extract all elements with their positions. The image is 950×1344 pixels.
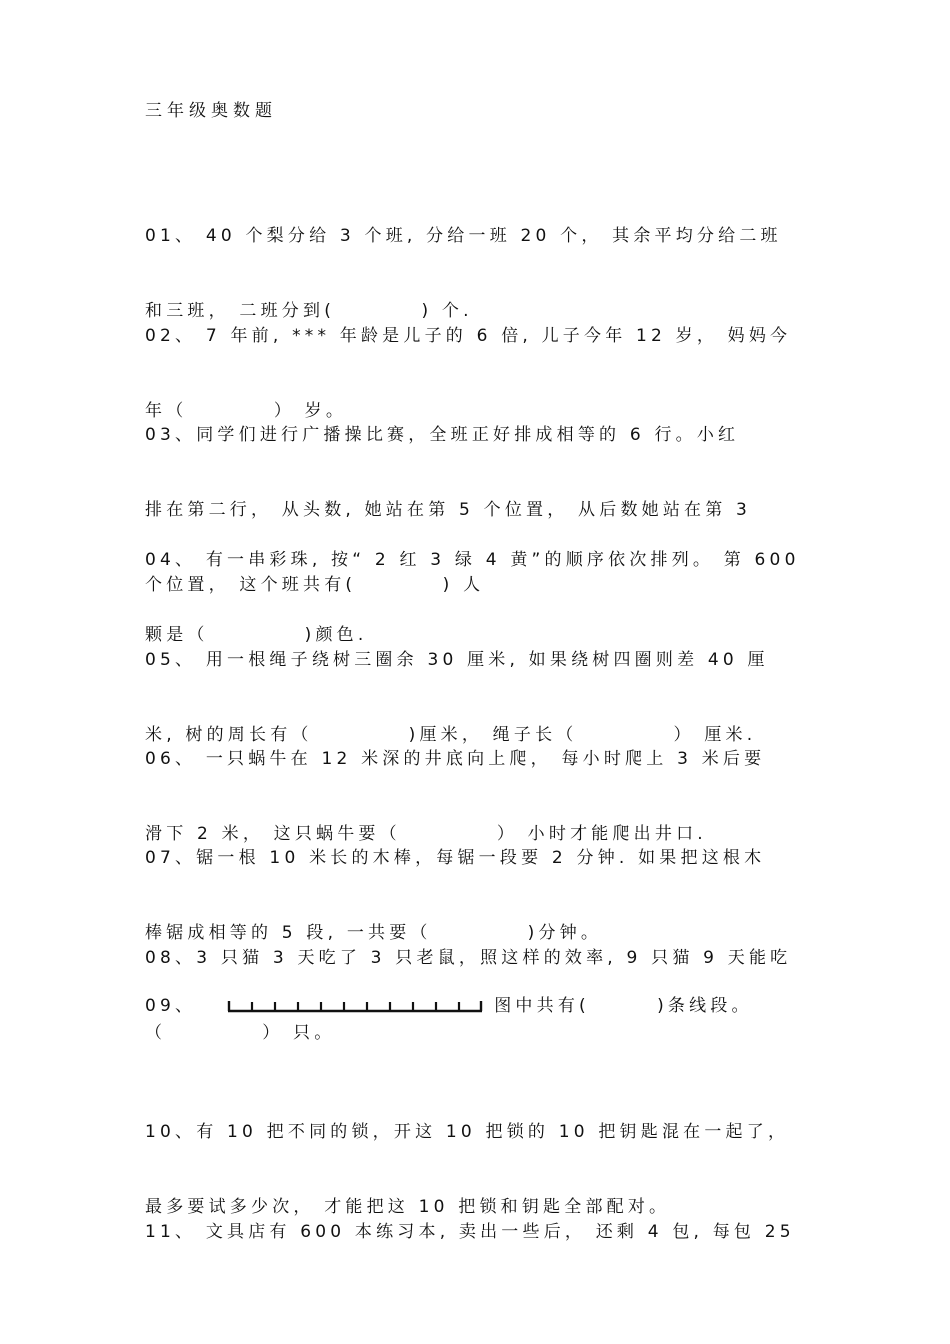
- question-line: 03、同学们进行广播操比赛，全班正好排成相等的 6 行。小红: [145, 425, 740, 445]
- question-text: 图中共有( )条线段。: [494, 996, 753, 1016]
- question-line: 棒锯成相等的 5 段, 一共要（ )分钟。: [145, 923, 603, 943]
- question-line: 颗是（ )颜色.: [145, 625, 368, 645]
- question-line: 08、3 只猫 3 天吃了 3 只老鼠，照这样的效率, 9 只猫 9 天能吃: [145, 948, 792, 968]
- question-line: 02、 7 年前, *** 年龄是儿子的 6 倍, 儿子今年 12 岁， 妈妈今: [145, 326, 792, 346]
- question-line: 滑下 2 米， 这只蜗牛要（ ） 小时才能爬出井口.: [145, 824, 707, 844]
- question-line: 05、 用一根绳子绕树三圈余 30 厘米, 如果绕树四圈则差 40 厘: [145, 650, 769, 670]
- question-line: 米, 树的周长有（ )厘米， 绳子长（ ） 厘米.: [145, 725, 757, 745]
- question-number: 09、: [145, 996, 197, 1016]
- question-line: 07、锯一根 10 米长的木棒，每锯一段要 2 分钟. 如果把这根木: [145, 848, 766, 868]
- question-line: 个位置， 这个班共有( ) 人: [145, 575, 485, 595]
- question-09: [145, 994, 753, 1019]
- question-line: （ ） 只。: [145, 1023, 336, 1043]
- page-title: 三年级奥数题: [145, 101, 277, 121]
- question-line: 04、 有一串彩珠, 按“ 2 红 3 绿 4 黄”的顺序依次排列。 第 600: [145, 550, 800, 570]
- question-line: 06、 一只蜗牛在 12 米深的井底向上爬， 每小时爬上 3 米后要: [145, 749, 766, 769]
- question-11: [145, 1170, 810, 1295]
- question-line: 年（ ） 岁。: [145, 401, 348, 421]
- question-line: 最多要试多少次， 才能把这 10 把锁和钥匙全部配对。: [145, 1197, 671, 1217]
- question-line: 排在第二行， 从头数, 她站在第 5 个位置， 从后数她站在第 3: [145, 500, 752, 520]
- question-line: 01、 40 个梨分给 3 个班, 分给一班 20 个， 其余平均分给二班: [145, 226, 782, 246]
- line-segment-figure: [226, 997, 484, 1017]
- question-line: 11、 文具店有 600 本练习本, 卖出一些后， 还剩 4 包, 每包 25: [145, 1222, 795, 1242]
- question-line: 和三班， 二班分到( ) 个.: [145, 301, 473, 321]
- question-line: 10、有 10 把不同的锁，开这 10 把锁的 10 把钥匙混在一起了，: [145, 1122, 790, 1142]
